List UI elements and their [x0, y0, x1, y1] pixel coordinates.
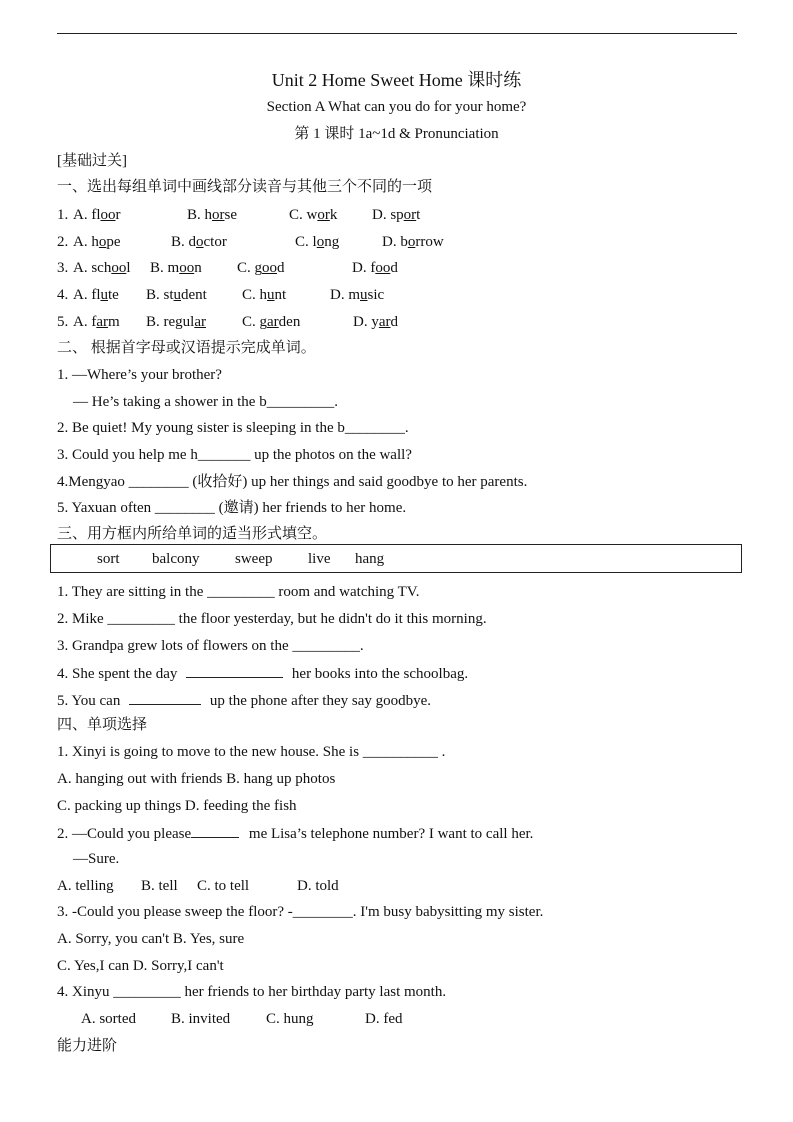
- word-box-item: balcony: [152, 551, 200, 567]
- s1-q2-b: B. doctor: [171, 234, 227, 250]
- s4-q2-opt-b: B. tell: [141, 878, 178, 894]
- s1-q4-b: B. student: [146, 287, 207, 303]
- s1-q2-c: C. long: [295, 234, 340, 250]
- lesson-line: 第 1 课时 1a~1d & Pronunciation: [294, 126, 499, 142]
- s4-q4-opt-b: B. invited: [171, 1011, 231, 1027]
- s1-q1-b: B. horse: [187, 207, 238, 223]
- s1-q5-d: D. yard: [353, 314, 398, 330]
- s2-line5: 4.Mengyao ________ (收拾好) up her things and said goodbye to her parents.: [57, 474, 528, 490]
- word-box-item: sweep: [235, 551, 273, 567]
- doc-title: Unit 2 Home Sweet Home 课时练: [271, 70, 522, 90]
- s3-line1: 1. They are sitting in the _________ room and watching TV.: [57, 584, 420, 600]
- s4-q1: 1. Xinyi is going to move to the new house. She is __________ .: [57, 744, 446, 760]
- s1-q5-b: B. regular: [146, 314, 206, 330]
- word-box-item: live: [308, 551, 331, 567]
- s1-q1-num: 1.: [57, 207, 69, 223]
- s1-q2-d: D. borrow: [382, 234, 444, 250]
- s2-line1: 1. —Where’s your brother?: [57, 367, 222, 383]
- section3-heading: 三、用方框内所给单词的适当形式填空。: [57, 526, 328, 542]
- word-box-item: hang: [355, 551, 385, 567]
- s1-q3-c: C. good: [237, 260, 285, 276]
- s1-q5-num: 5.: [57, 314, 69, 330]
- s4-q1-options-ab: A. hanging out with friends B. hang up photos: [57, 771, 336, 787]
- s3-line2: 2. Mike _________ the floor yesterday, but he didn't do it this morning.: [57, 611, 487, 627]
- s2-line2: — He’s taking a shower in the b_________.: [73, 394, 338, 410]
- s4-q4-opt-a: A. sorted: [81, 1011, 136, 1027]
- s2-line6: 5. Yaxuan often ________ (邀请) her friends to her home.: [57, 500, 407, 516]
- s1-q3-b: B. moon: [150, 260, 202, 276]
- s1-q4-a: A. flute: [73, 287, 119, 303]
- s4-q2-opt-c: C. to tell: [197, 878, 250, 894]
- s4-q3: 3. -Could you please sweep the floor? -________. I'm busy babysitting my sister.: [57, 904, 544, 920]
- s1-q4-num: 4.: [57, 287, 69, 303]
- s4-q3-options-ab: A. Sorry, you can't B. Yes, sure: [57, 931, 245, 947]
- s1-q4-d: D. music: [330, 287, 385, 303]
- s3-line4: 4. She spent the day her books into the schoolbag.: [57, 663, 468, 683]
- s4-q4-opt-c: C. hung: [266, 1011, 314, 1027]
- s4-q3-options-cd: C. Yes,I can D. Sorry,I can't: [57, 958, 224, 974]
- s3-line3: 3. Grandpa grew lots of flowers on the _________.: [57, 638, 364, 654]
- s1-q5-a: A. farm: [73, 314, 120, 330]
- s3-line5: 5. You can up the phone after they say goodbye.: [57, 690, 431, 710]
- s4-q1-options-cd: C. packing up things D. feeding the fish: [57, 798, 297, 814]
- s2-line3: 2. Be quiet! My young sister is sleeping in the b________.: [57, 420, 409, 436]
- header-rule: [57, 33, 737, 34]
- word-box: [50, 544, 742, 573]
- s1-q1-d: D. sport: [372, 207, 421, 223]
- s1-q4-c: C. hunt: [242, 287, 287, 303]
- advance-label: 能力进阶: [57, 1038, 118, 1054]
- s1-q2-num: 2.: [57, 234, 69, 250]
- s4-q2-opt-d: D. told: [297, 878, 339, 894]
- s1-q3-num: 3.: [57, 260, 69, 276]
- section4-heading: 四、单项选择: [57, 717, 148, 733]
- word-box-item: sort: [97, 551, 120, 567]
- doc-subtitle: Section A What can you do for your home?: [266, 99, 527, 115]
- section1-heading: 一、选出每组单词中画线部分读音与其他三个不同的一项: [57, 179, 433, 195]
- basic-label: [基础过关]: [57, 153, 127, 169]
- s1-q2-a: A. hope: [73, 234, 121, 250]
- s4-q4: 4. Xinyu _________ her friends to her birthday party last month.: [57, 984, 447, 1000]
- s4-q2-opt-a: A. telling: [57, 878, 114, 894]
- s4-q2-reply: —Sure.: [73, 851, 120, 867]
- s1-q3-d: D. food: [352, 260, 398, 276]
- s1-q1-c: C. work: [289, 207, 338, 223]
- section2-heading: 二、 根据首字母或汉语提示完成单词。: [57, 340, 316, 356]
- s2-line4: 3. Could you help me h_______ up the photos on the wall?: [57, 447, 412, 463]
- s1-q1-a: A. floor: [73, 207, 121, 223]
- s4-q4-opt-d: D. fed: [365, 1011, 403, 1027]
- s4-q2: 2. —Could you please me Lisa’s telephone number? I want to call her.: [57, 823, 533, 843]
- s1-q3-a: A. school: [73, 260, 131, 276]
- s1-q5-c: C. garden: [242, 314, 301, 330]
